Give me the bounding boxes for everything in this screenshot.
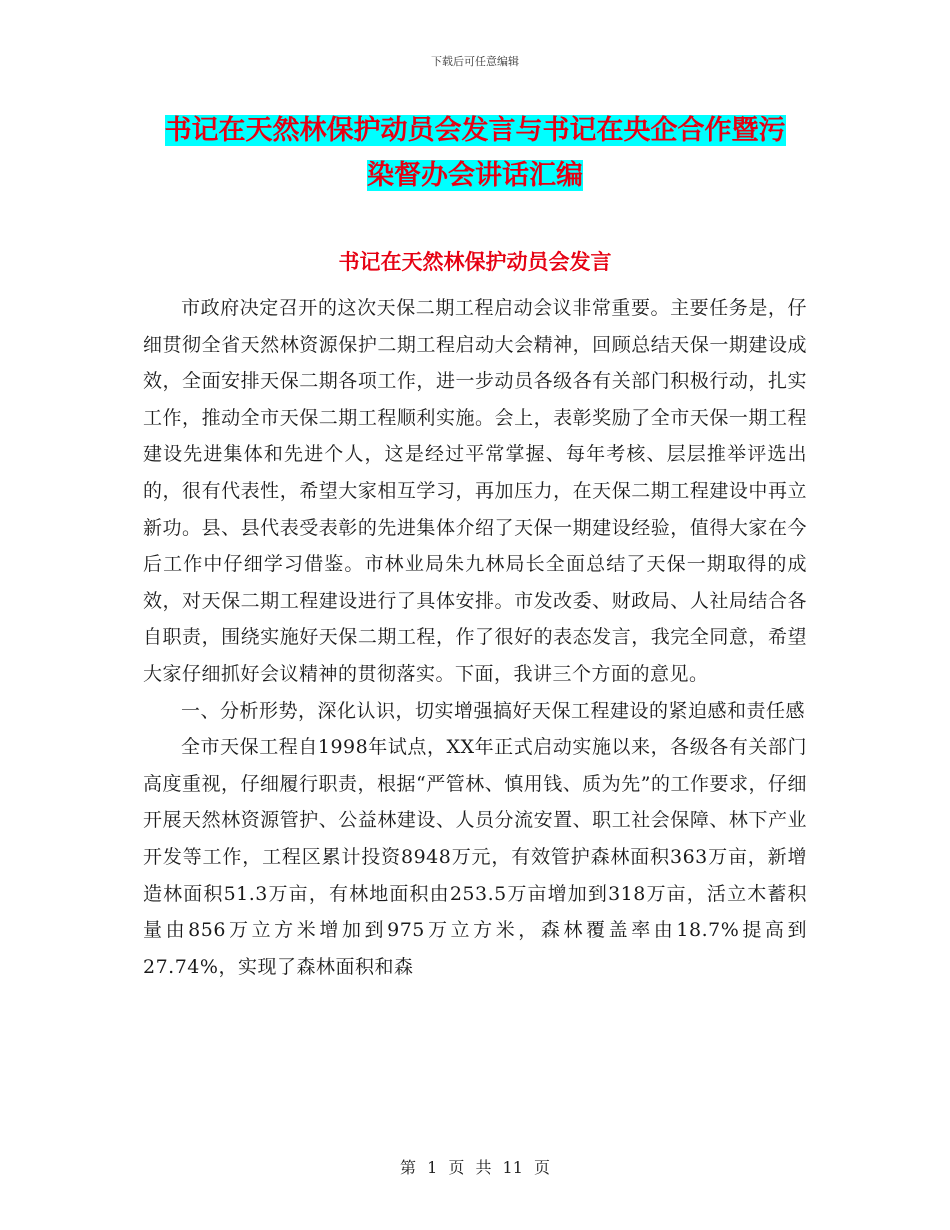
document-title-line2: 染督办会讲话汇编 (367, 160, 583, 191)
paragraph-intro: 市政府决定召开的这次天保二期工程启动会议非常重要。主要任务是，仔细贯彻全省天然林资源保护二期工程启动大会精神，回顾总结天保一期建设成效，全面安排天保二期各项工作，进一步动员各级各有关部门积极行动，扎实工作，推动全市天保二期工程顺利实施。会上，表彰奖励了全市天保一期工程建设先进集体和先进个人，这是经过平常掌握、每年考核、层层推举评选出的，很有代表性，希望大家相互学习，再加压力，在天保二期工程建设中再立新功。县、县代表受表彰的先进集体介绍了天保一期建设经验，值得大家在今后工作中仔细学习借鉴。市林业局朱九林局长全面总结了天保一期取得的成效，对天保二期工程建设进行了具体安排。市发改委、财政局、人社局结合各自职责，围绕实施好天保二期工程，作了很好的表态发言，我完全同意，希望大家仔细抓好会议精神的贯彻落实。下面，我讲三个方面的意见。 (143, 297, 807, 685)
paragraph-progress: 全市天保工程自1998年试点，XX年正式启动实施以来，各级各有关部门高度重视，仔细履行职责，根据“严管林、慎用钱、质为先”的工作要求，仔细开展天然林资源管护、公益林建设、人员分流安置、职工社会保障、林下产业开发等工作，工程区累计投资8948万元，有效管护森林面积363万亩，新增造林面积51.3万亩，有林地面积由253.5万亩增加到318万亩，活立木蓄积量由856万立方米增加到975万立方米，森林覆盖率由18.7%提高到27.74%，实现了森林面积和森 (143, 736, 807, 978)
document-title-line1: 书记在天然林保护动员会发言与书记在央企合作暨污 (164, 115, 786, 146)
paragraph-heading-1: 一、分析形势，深化认识，切实增强搞好天保工程建设的紧迫感和责任感 (181, 699, 806, 722)
header-note: 下载后可任意编辑 (431, 55, 519, 68)
document-body (143, 290, 807, 985)
section-title: 书记在天然林保护动员会发言 (338, 250, 612, 274)
document-title (143, 108, 807, 198)
page-footer: 第 1 页 共 11 页 (400, 1158, 550, 1177)
